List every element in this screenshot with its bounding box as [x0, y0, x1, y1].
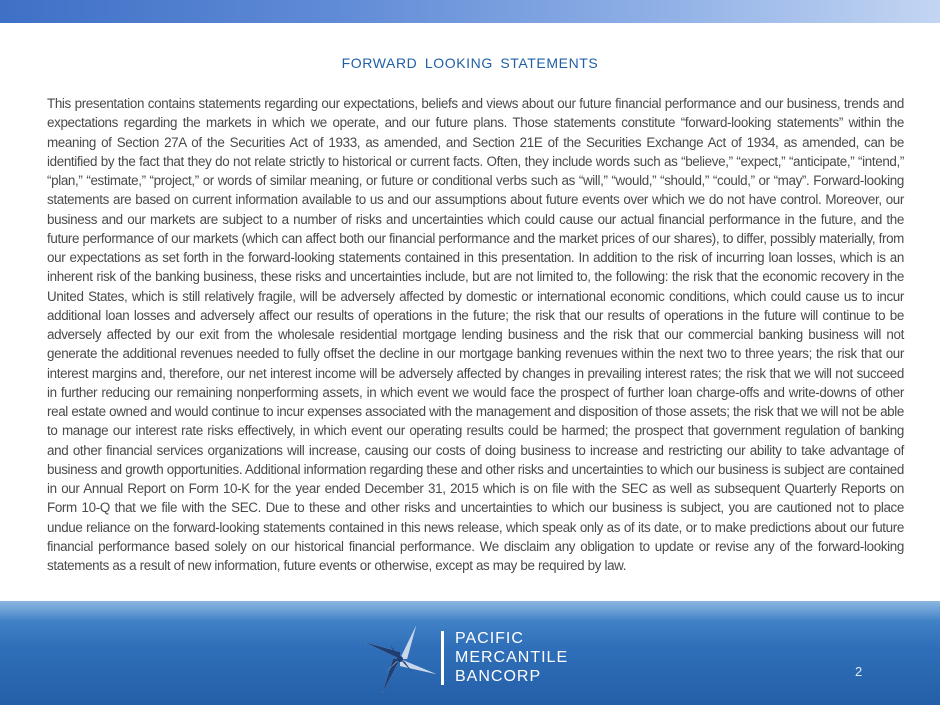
company-wordmark [455, 629, 568, 686]
page-number: 2 [855, 664, 863, 679]
logo-divider [441, 631, 444, 685]
wordmark-line-pacific: PACIFIC [455, 630, 524, 647]
wordmark-line-bancorp: BANCORP [455, 668, 542, 685]
star-compass-logo-icon [360, 622, 440, 696]
wordmark-line-mercantile: MERCANTILE [455, 649, 569, 666]
disclaimer-paragraph: This presentation contains statements regarding our expectations, beliefs and views about our future financial performance and our business, trends and expectations regarding the markets in which we operate, and our future plans. Those statements constitute “forward-looking statements” within the meaning of Section 27A of the Securities Act of 1933, as amended, and Section 21E of the Securities Exchange Act of 1934, as amended, can be identified by the fact that they do not relate strictly to historical or current facts. Often, they include words such as “believe,” “expect,” “anticipate,” “intend,” “plan,” “estimate,” “project,” or words of similar meaning, or future or conditional verbs such as “will,” “would,” “should,” “could,” or “may”. Forward-looking statements are based on current information available to us and our assumptions about future events over which we do not have control. Moreover, our business and our markets are subject to a number of risks and uncertainties which could cause our actual financial performance in the future, and the future performance of our markets (which can affect both our financial performance and the market prices of our shares), to differ, possibly materially, from our expectations as set forth in the forward-looking statements contained in this presentation. In addition to the risk of incurring loan losses, which is an inherent risk of the banking business, these risks and uncertainties include, but are not limited to, the following: the risk that the economic recovery in the United States, which is still relatively fragile, will be adversely affected by domestic or international economic conditions, which could cause us to incur additional loan losses and adversely affect our results of operations in the future; the risk that our results of operations in the future will continue to be adversely affected by our exit from the wholesale residential mortgage lending business and the risk that our commercial banking business will not generate the additional revenues needed to fully offset the decline in our mortgage banking revenues within the next two to three years; the risk that our interest margins and, therefore, our net interest income will be adversely affected by changes in prevailing interest rates; the risk that we will not succeed in further reducing our remaining nonperforming assets, in which event we would face the prospect of further loan charge-offs and write-downs of other real estate owned and would continue to incur expenses associated with the management and disposition of those assets; the risk that we will not be able to manage our interest rate risks effectively, in which event our operating results could be harmed; the prospect that government regulation of banking and other financial services organizations will increase, causing our costs of doing business to increase and restricting our ability to take advantage of business and growth opportunities. Additional information regarding these and other risks and uncertainties to which our business is subject are contained in our Annual Report on Form 10-K for the year ended December 31, 2015 which is on file with the SEC as well as subsequent Quarterly Reports on Form 10-Q that we file with the SEC. Due to these and other risks and uncertainties to which our business is subject, you are cautioned not to place undue reliance on the forward-looking statements contained in this news release, which speak only as of its date, or to make predictions about our future financial performance based solely on our historical financial performance. We disclaim any obligation to update or revise any of the forward-looking statements as a result of new information, future events or otherwise, except as may be required by law. [47, 96, 904, 573]
slide-title: FORWARD LOOKING STATEMENTS [341, 55, 599, 71]
top-decorative-band [0, 0, 940, 23]
